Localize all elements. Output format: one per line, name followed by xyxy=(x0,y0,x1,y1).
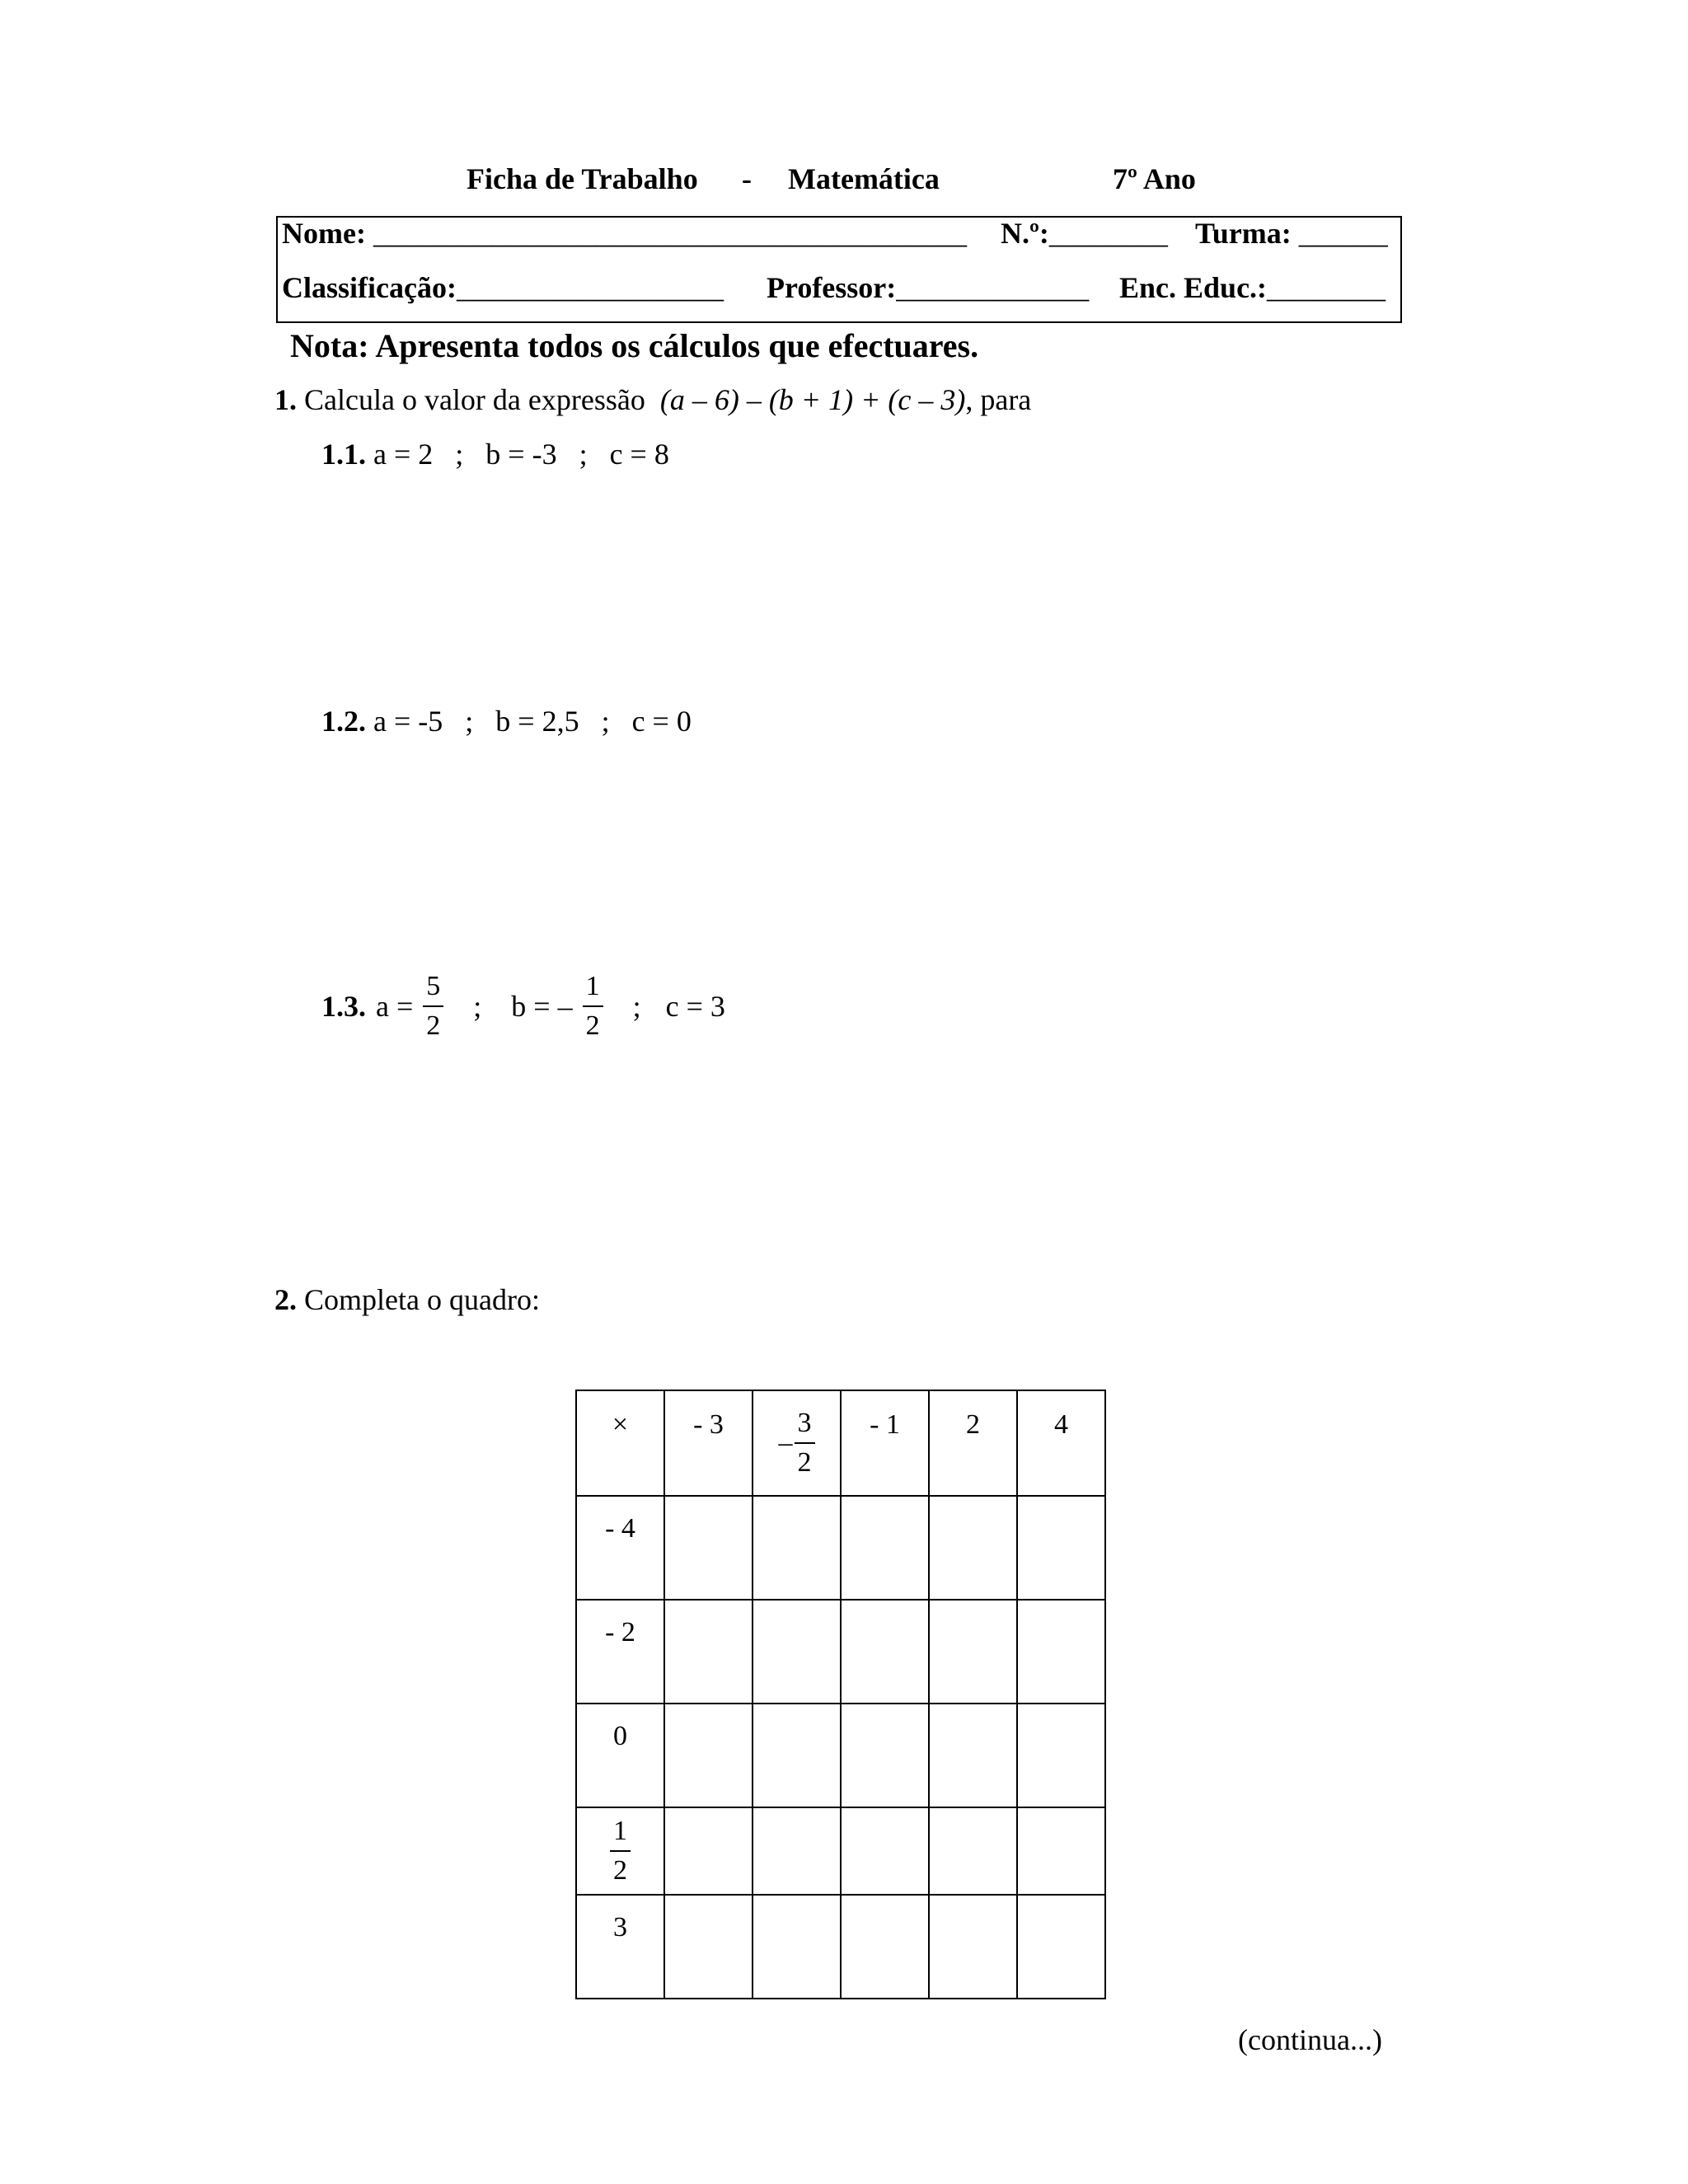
name-label: Nome: xyxy=(282,217,366,250)
question-2-text: Completa o quadro: xyxy=(304,1283,540,1316)
class-field[interactable] xyxy=(1195,216,1388,251)
separator: ; xyxy=(632,990,641,1023)
column-header: 4 xyxy=(1017,1390,1105,1496)
name-blank[interactable]: ________________________________________ xyxy=(373,217,967,250)
item-1-3-b-prefix: b = – xyxy=(511,990,573,1023)
row-header: - 4 xyxy=(576,1496,664,1600)
fraction-denominator: 2 xyxy=(585,1010,600,1041)
item-1-3-b-fraction xyxy=(583,972,603,1040)
column-header-fraction xyxy=(795,1409,815,1477)
number-blank[interactable]: ________ xyxy=(1048,217,1168,250)
fraction-denominator: 2 xyxy=(426,1010,441,1041)
table-row xyxy=(576,1895,1105,1999)
answer-cell[interactable] xyxy=(753,1704,841,1807)
item-1-1 xyxy=(321,437,669,471)
answer-cell[interactable] xyxy=(929,1895,1017,1999)
fraction-numerator: 1 xyxy=(583,972,603,1007)
table-row xyxy=(576,1704,1105,1807)
answer-cell[interactable] xyxy=(841,1496,929,1600)
grade-year: 7º Ano xyxy=(1113,162,1196,195)
question-1-expression: (a – 6) – (b + 1) + (c – 3) xyxy=(659,383,966,416)
item-1-1-label: 1.1. xyxy=(321,438,366,471)
grade-blank[interactable]: __________________ xyxy=(456,271,724,304)
item-1-3-a-prefix: a = xyxy=(376,990,414,1023)
answer-cell[interactable] xyxy=(664,1600,753,1704)
item-1-3-a-fraction xyxy=(423,972,443,1040)
answer-cell[interactable] xyxy=(929,1496,1017,1600)
answer-cell[interactable] xyxy=(664,1704,753,1807)
item-1-3-label: 1.3. xyxy=(321,990,366,1023)
question-1 xyxy=(274,382,1031,417)
item-1-3-c-value: c = 3 xyxy=(665,990,725,1023)
class-blank[interactable]: ______ xyxy=(1298,217,1388,250)
teacher-field[interactable] xyxy=(767,270,1089,305)
answer-cell[interactable] xyxy=(753,1807,841,1895)
answer-cell[interactable] xyxy=(929,1704,1017,1807)
row-header: 3 xyxy=(576,1895,664,1999)
answer-cell[interactable] xyxy=(929,1807,1017,1895)
fraction-sign: – xyxy=(778,1427,793,1458)
question-1-number: 1. xyxy=(274,383,297,416)
row-header xyxy=(576,1807,664,1895)
column-header: - 3 xyxy=(664,1390,753,1496)
name-field[interactable] xyxy=(282,216,967,251)
answer-cell[interactable] xyxy=(1017,1600,1105,1704)
table-row xyxy=(576,1496,1105,1600)
guardian-label: Enc. Educ.: xyxy=(1119,271,1268,304)
answer-cell[interactable] xyxy=(841,1807,929,1895)
answer-cell[interactable] xyxy=(1017,1704,1105,1807)
item-1-2 xyxy=(321,704,692,738)
answer-cell[interactable] xyxy=(929,1600,1017,1704)
number-field[interactable] xyxy=(1001,216,1168,251)
fraction-numerator: 5 xyxy=(423,972,443,1007)
table-header-row xyxy=(576,1390,1105,1496)
grade-field[interactable] xyxy=(282,270,724,305)
corner-multiply-symbol: × xyxy=(576,1390,664,1496)
class-label: Turma: xyxy=(1195,217,1292,250)
worksheet-title: Ficha de Trabalho xyxy=(467,162,698,195)
answer-cell[interactable] xyxy=(841,1600,929,1704)
column-header: - 1 xyxy=(841,1390,929,1496)
row-header-fraction xyxy=(610,1817,631,1885)
answer-cell[interactable] xyxy=(753,1600,841,1704)
title-dash: - xyxy=(742,162,752,195)
item-1-2-label: 1.2. xyxy=(321,705,366,738)
number-label: N.º: xyxy=(1001,217,1049,250)
answer-cell[interactable] xyxy=(753,1496,841,1600)
item-1-3 xyxy=(321,972,725,1040)
guardian-field[interactable] xyxy=(1119,270,1386,305)
row-header: - 2 xyxy=(576,1600,664,1704)
table-row xyxy=(576,1807,1105,1895)
table-row xyxy=(576,1600,1105,1704)
teacher-blank[interactable]: _____________ xyxy=(896,271,1090,304)
question-1-text: Calcula o valor da expressão xyxy=(304,383,645,416)
column-header xyxy=(753,1390,841,1496)
question-2 xyxy=(274,1282,540,1317)
item-1-1-values: a = 2 ; b = -3 ; c = 8 xyxy=(373,438,669,471)
answer-cell[interactable] xyxy=(1017,1496,1105,1600)
row-header: 0 xyxy=(576,1704,664,1807)
continues-note: (continua...) xyxy=(1238,2023,1382,2056)
answer-cell[interactable] xyxy=(1017,1895,1105,1999)
fraction-numerator: 3 xyxy=(795,1409,815,1444)
teacher-label: Professor: xyxy=(767,271,897,304)
answer-cell[interactable] xyxy=(664,1807,753,1895)
fraction-numerator: 1 xyxy=(610,1817,631,1852)
answer-cell[interactable] xyxy=(753,1895,841,1999)
item-1-2-values: a = -5 ; b = 2,5 ; c = 0 xyxy=(373,705,692,738)
answer-cell[interactable] xyxy=(841,1895,929,1999)
fraction-denominator: 2 xyxy=(613,1855,627,1886)
subject-title: Matemática xyxy=(788,162,940,195)
multiplication-table xyxy=(575,1390,1106,1999)
answer-cell[interactable] xyxy=(1017,1807,1105,1895)
instructions-note: Nota: Apresenta todos os cálculos que efectuares. xyxy=(290,327,979,364)
grade-label: Classificação: xyxy=(282,271,457,304)
guardian-blank[interactable]: ________ xyxy=(1267,271,1386,304)
separator: ; xyxy=(473,990,482,1023)
column-header: 2 xyxy=(929,1390,1017,1496)
fraction-denominator: 2 xyxy=(797,1447,812,1478)
question-1-suffix: , para xyxy=(965,383,1032,416)
answer-cell[interactable] xyxy=(664,1895,753,1999)
question-2-number: 2. xyxy=(274,1283,297,1316)
answer-cell[interactable] xyxy=(841,1704,929,1807)
answer-cell[interactable] xyxy=(664,1496,753,1600)
